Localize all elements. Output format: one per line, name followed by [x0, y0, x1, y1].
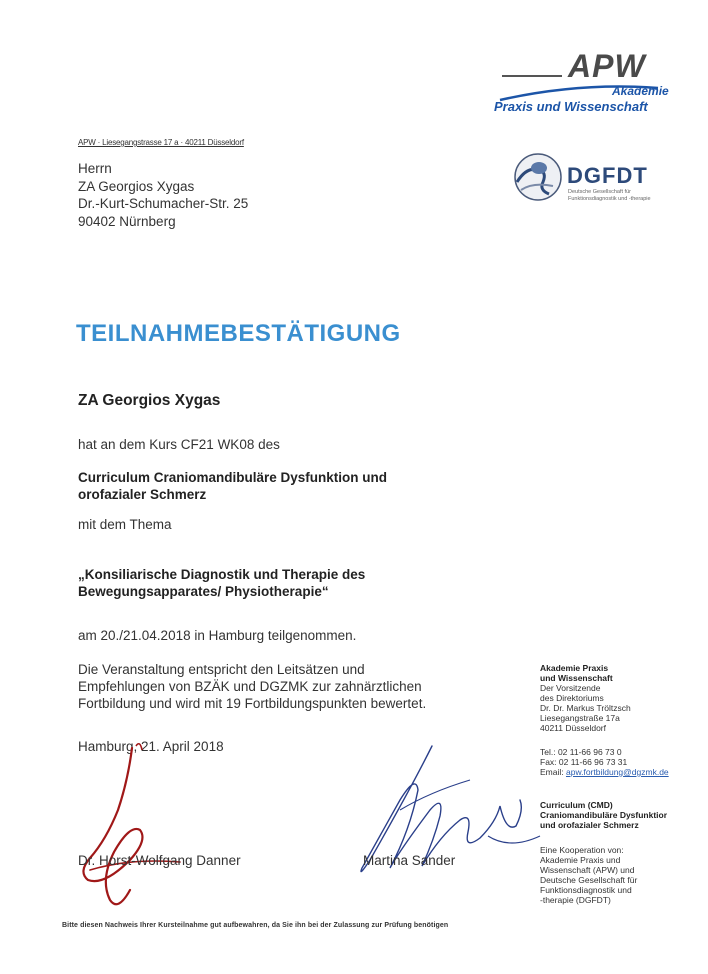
contact-tel: Tel.: 02 11-66 96 73 0: [540, 747, 622, 757]
coop-line-5: Funktionsdiagnostik und: [540, 885, 632, 895]
guideline-line-3: Fortbildung und wird mit 19 Fortbildungspunkten bewertet.: [78, 696, 427, 711]
academy-line-5: 40211 Düsseldorf: [540, 723, 606, 733]
guideline-statement: [78, 661, 426, 712]
coop-line-6: -therapie (DGFDT): [540, 895, 611, 905]
signatory-left-name: Dr. Horst-Wolfgang Danner: [78, 853, 241, 868]
guideline-line-2: Empfehlungen von BZÄK und DGZMK zur zahnärztlichen: [78, 679, 422, 694]
academy-name-1: Akademie Praxis: [540, 663, 609, 673]
recipient-address: [78, 160, 248, 230]
participant-name: ZA Georgios Xygas: [78, 392, 221, 409]
course-name-line-1: Curriculum Craniomandibuläre Dysfunktion und: [78, 470, 388, 485]
recipient-salutation: Herrn: [78, 161, 112, 176]
place-and-date: Hamburg, 21. April 2018: [78, 739, 224, 754]
dgfdt-logo: [513, 152, 693, 212]
guideline-line-1: Die Veranstaltung entspricht den Leitsätzen und: [78, 662, 365, 677]
cmd-block: [540, 800, 667, 830]
contact-block: [540, 747, 669, 777]
contact-email-link[interactable]: apw.fortbildung@dgzmk.de: [565, 767, 669, 777]
attended-text: hat an dem Kurs CF21 WK08 des: [78, 437, 280, 452]
apw-logo-akademie: Akademie: [612, 84, 669, 98]
apw-logo: [490, 48, 669, 118]
jaw-joint-emblem-icon: [513, 152, 563, 202]
theme-title-line-2: Bewegungsapparates/ Physiotherapie“: [78, 584, 329, 599]
sender-address-line: APW · Liesegangstrasse 17 a · 40211 Düsseldorf: [78, 138, 244, 147]
course-name-line-2: orofazialer Schmerz: [78, 487, 207, 502]
dgfdt-logo-mark: DGFDT: [567, 163, 648, 188]
coop-line-1: Eine Kooperation von:: [540, 845, 624, 855]
apw-logo-mark: APW: [568, 48, 646, 84]
academy-line-4: Liesegangstraße 17a: [540, 713, 620, 723]
contact-email-label: Email:: [540, 767, 566, 777]
signatory-right-name: Martina Sander: [363, 853, 456, 868]
cmd-line-1: Curriculum (CMD): [540, 800, 613, 810]
recipient-street: Dr.-Kurt-Schumacher-Str. 25: [78, 196, 249, 211]
academy-block: [540, 663, 631, 733]
contact-email-row: [540, 767, 669, 777]
signature-left-icon: [70, 740, 210, 920]
course-name: [78, 469, 387, 503]
contact-fax: Fax: 02 11-66 96 73 31: [540, 757, 628, 767]
dgfdt-subline-1: Deutsche Gesellschaft für: [568, 189, 631, 195]
academy-line-1: Der Vorsitzende: [540, 683, 601, 693]
cmd-line-3: und orofazialer Schmerz: [540, 820, 639, 830]
dgfdt-logo-subline: [568, 189, 678, 203]
apw-logo-tagline: Praxis und Wissenschaft: [494, 99, 648, 114]
coop-line-4: Deutsche Gesellschaft für: [540, 875, 638, 885]
document-title: TEILNAHMEBESTÄTIGUNG: [76, 320, 401, 347]
coop-line-3: Wissenschaft (APW) und: [540, 865, 635, 875]
recipient-city: 90402 Nürnberg: [78, 213, 176, 229]
theme-title-line-1: „Konsiliarische Diagnostik und Therapie des: [78, 567, 366, 582]
theme-label: mit dem Thema: [78, 517, 172, 532]
attendance-date: am 20./21.04.2018 in Hamburg teilgenommen.: [78, 628, 357, 643]
academy-name-2: und Wissenschaft: [540, 673, 613, 683]
apw-logo-rule: [502, 75, 562, 77]
theme-title: [78, 566, 365, 600]
dgfdt-subline-2: Funktionsdiagnostik und -therapie: [568, 196, 651, 202]
cmd-line-2: Craniomandibuläre Dysfunktior: [540, 810, 668, 820]
coop-line-2: Akademie Praxis und: [540, 855, 621, 865]
cooperation-block: [540, 845, 637, 905]
recipient-name: ZA Georgios Xygas: [78, 178, 195, 194]
academy-line-2: des Direktoriums: [540, 693, 604, 703]
academy-line-3: Dr. Dr. Markus Tröltzsch: [540, 703, 631, 713]
footer-note: Bitte diesen Nachweis Ihrer Kursteilnahme gut aufbewahren, da Sie ihn bei der Zulassung zur Prüfung benötigen: [62, 922, 449, 929]
